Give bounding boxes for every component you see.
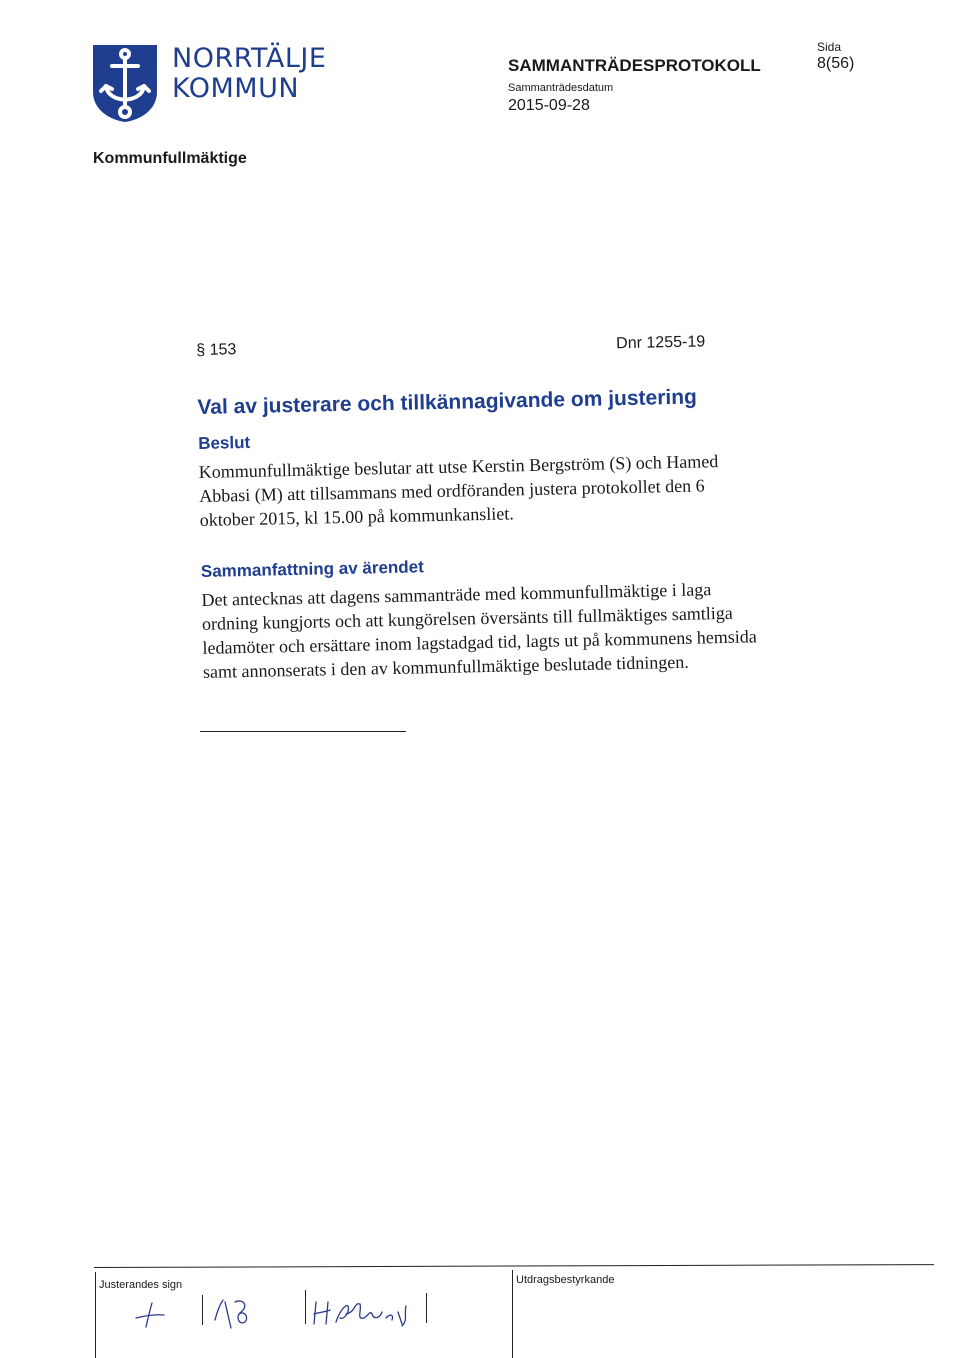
logo-text-line1: NORRTÄLJE <box>172 43 327 74</box>
signature-separator <box>202 1295 203 1325</box>
section-end-rule <box>200 731 406 732</box>
body-name: Kommunfullmäktige <box>93 150 247 167</box>
section-content <box>196 325 803 697</box>
decision-text-line: oktober 2015, kl 15.00 på kommunkansliet. <box>199 503 514 530</box>
footer-box-border <box>95 1272 96 1358</box>
summary-heading: Sammanfattning av ärendet <box>200 557 424 581</box>
summary-text-line: ledamöter och ersättare inom lagstadgad tid, lagts ut på kommunens hemsida <box>202 626 757 658</box>
signature-separator <box>305 1290 306 1324</box>
decision-text-line: Abbasi (M) att tillsammans med ordföranden justera protokollet den 6 <box>199 475 705 506</box>
footer-divider <box>94 1264 934 1268</box>
summary-text-line: samt annonserats i den av kommunfullmäktige beslutade tidningen. <box>202 651 690 682</box>
page-number: 8(56) <box>817 55 855 72</box>
meeting-date: 2015-09-28 <box>508 97 590 114</box>
signature-2 <box>205 1292 265 1334</box>
signature-1 <box>130 1300 170 1330</box>
footer-box-border <box>512 1270 513 1358</box>
document-type: SAMMANTRÄDESPROTOKOLL <box>508 56 761 75</box>
adjusters-signature-label: Justerandes sign <box>99 1279 183 1291</box>
extract-certification-label: Utdragsbestyrkande <box>516 1274 615 1286</box>
anchor-crest-icon <box>90 42 160 124</box>
summary-text-line: ordning kungjorts och att kungörelsen översänts till fullmäktiges samtliga <box>201 602 734 634</box>
signature-separator <box>426 1293 427 1323</box>
summary-text-line: Det antecknas att dagens sammanträde med kommunfullmäktige i laga <box>201 579 712 610</box>
signature-3 <box>310 1296 420 1328</box>
section-title: Val av justerare och tillkännagivande om justering <box>197 385 698 419</box>
page-label: Sida <box>817 40 842 54</box>
meeting-date-label: Sammanträdesdatum <box>508 82 614 94</box>
decision-text-line: Kommunfullmäktige beslutar att utse Kerstin Bergström (S) och Hamed <box>198 451 719 482</box>
decision-heading: Beslut <box>198 432 251 453</box>
diary-number: Dnr 1255-19 <box>616 333 706 353</box>
section-number: § 153 <box>196 341 237 359</box>
logo-text-line2: KOMMUN <box>172 73 300 104</box>
